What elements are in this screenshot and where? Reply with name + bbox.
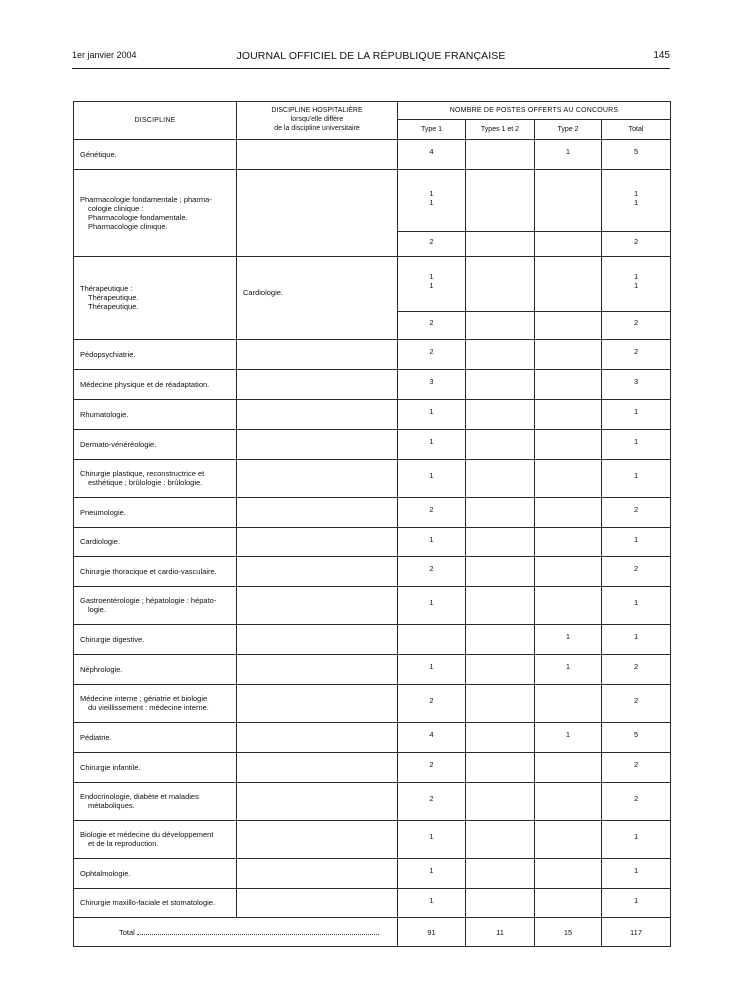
cell-type1: 2 [398,753,466,783]
cell-total: 1 [602,889,671,918]
row-discipline-endocrinologie [74,783,237,821]
cell-type1: 1 [398,587,466,625]
cell-type1: 1 [398,528,466,557]
row-discipline: Ophtalmologie. [74,859,237,889]
cell-value: 1 [633,272,639,281]
discipline-line: métaboliques. [88,801,135,810]
cell-total: 2 [602,498,671,528]
sub-discipline: Pharmacologie clinique. [88,221,168,231]
cell-type2: 1 [535,655,602,685]
discipline-line: Biologie et médecine du développement [80,830,214,839]
table-row [74,140,671,170]
leader-dots [137,928,379,935]
table-row [74,257,671,312]
sub-discipline: Thérapeutique. [88,302,139,311]
cell-total [602,170,671,232]
cell-type1: 1 [398,655,466,685]
cell-total: 1 [602,859,671,889]
cell-value: 1 [429,272,434,281]
col-header-hospital-discipline [237,102,398,140]
discipline-line: esthétique ; brûlologie : brûlologie. [88,478,203,487]
discipline-line: cologie clinique : [88,203,144,213]
sub-discipline: Pharmacologie fondamentale. [88,212,188,222]
cell-type1: 1 [398,460,466,498]
table-row [74,625,671,655]
total-type1: 91 [398,918,466,947]
row-discipline: Chirurgie infantile. [74,753,237,783]
cell-type2: 1 [535,140,602,170]
total-total: 117 [602,918,671,947]
table-row [74,340,671,370]
table-row [74,430,671,460]
cell-type1: 1 [398,400,466,430]
row-discipline: Pneumologie. [74,498,237,528]
cell-value: 1 [429,281,434,290]
cell-type1 [398,170,466,232]
row-discipline-chirurgie-plastique [74,460,237,498]
col-header-hosp-line3: de la discipline universitaire [274,125,360,132]
discipline-line: Pharmacologie fondamentale ; pharma- [80,194,212,204]
table-row [74,170,671,232]
total-label-cell [74,918,398,947]
cell-type1: 1 [398,430,466,460]
row-discipline: Rhumatologie. [74,400,237,430]
discipline-line: logie. [88,605,106,614]
row-discipline: Néphrologie. [74,655,237,685]
cell-total: 5 [602,723,671,753]
cell-total: 2 [602,655,671,685]
discipline-line: Chirurgie plastique, reconstructrice et [80,469,205,478]
cell-type2: 1 [535,625,602,655]
col-header-nombre-postes: NOMBRE DE POSTES OFFERTS AU CONCOURS [398,102,671,120]
header-journal-title: JOURNAL OFFICIEL DE LA RÉPUBLIQUE FRANÇAISE [236,50,506,62]
row-discipline: Pédopsychiatrie. [74,340,237,370]
table-row [74,723,671,753]
row-discipline-therapeutique [74,257,237,340]
cell-type1: 2 [398,557,466,587]
table-row [74,889,671,918]
row-discipline: Médecine physique et de réadaptation. [74,370,237,400]
row-discipline: Dermato-vénéréologie. [74,430,237,460]
discipline-line: Thérapeutique : [80,284,133,293]
cell-type1: 2 [398,498,466,528]
header-page-number: 145 [653,50,670,61]
cell-type1 [398,257,466,312]
table-row [74,400,671,430]
col-header-total: Total [602,120,671,140]
cell-total: 2 [602,340,671,370]
table-row [74,587,671,625]
cell-total: 1 [602,430,671,460]
cell-total: 1 [602,821,671,859]
discipline-line: Gastroentérologie ; hépatologie : hépato- [80,596,217,605]
cell-type1-subtotal: 2 [398,232,466,257]
table-row [74,557,671,587]
cell-value: 1 [429,188,434,198]
cell-type1: 2 [398,340,466,370]
cell-type1: 2 [398,783,466,821]
posts-table [73,101,671,947]
table-row [74,498,671,528]
cell-total: 1 [602,587,671,625]
cell-value: 1 [633,281,639,290]
cell-total: 2 [602,685,671,723]
col-header-hosp-line1: DISCIPLINE HOSPITALIÈRE [271,107,363,114]
cell-value: 1 [633,188,639,198]
col-header-discipline: DISCIPLINE [74,102,237,140]
cell-total: 5 [602,140,671,170]
cell-total: 3 [602,370,671,400]
cell-type1: 1 [398,859,466,889]
cell-type1: 1 [398,889,466,918]
cell-total [602,257,671,312]
cell-value: 1 [633,197,639,207]
row-discipline: Cardiologie. [74,528,237,557]
row-discipline: Génétique. [74,140,237,170]
row-discipline-gastroenterologie [74,587,237,625]
col-header-types12: Types 1 et 2 [466,120,535,140]
cell-total: 1 [602,460,671,498]
col-header-type2: Type 2 [535,120,602,140]
cell-type2: 1 [535,723,602,753]
col-header-hosp-line2: lorsqu'elle diffère [290,116,344,123]
discipline-line: et de la reproduction. [88,839,159,848]
discipline-line: du vieillissement : médecine interne. [88,703,209,712]
table-row [74,783,671,821]
row-discipline: Chirurgie maxillo-faciale et stomatologie. [74,889,237,918]
row-discipline: Chirurgie digestive. [74,625,237,655]
col-header-type1: Type 1 [398,120,466,140]
cell-total: 1 [602,400,671,430]
cell-type1: 4 [398,140,466,170]
header-date: 1er janvier 2004 [72,50,137,60]
cell-total: 2 [602,557,671,587]
header-rule [72,68,670,69]
total-types12: 11 [466,918,535,947]
discipline-line: Endocrinologie, diabète et maladies [80,792,199,801]
total-label: Total [119,927,135,937]
table-row [74,821,671,859]
cell-value: 1 [429,197,434,207]
cell-type1: 2 [398,685,466,723]
row-discipline-medecine-interne [74,685,237,723]
sub-discipline: Thérapeutique. [88,293,139,302]
row-hosp-discipline: Cardiologie. [237,257,398,340]
table-row [74,859,671,889]
cell-type1: 4 [398,723,466,753]
row-discipline-pharmacologie [74,170,237,257]
cell-total: 2 [602,783,671,821]
total-type2: 15 [535,918,602,947]
table-row [74,753,671,783]
cell-type1: 1 [398,821,466,859]
table-row [74,655,671,685]
table-row [74,685,671,723]
row-discipline-biologie-medecine [74,821,237,859]
cell-type1: 3 [398,370,466,400]
table-row-total [74,918,671,947]
cell-total: 2 [602,753,671,783]
cell-total: 1 [602,625,671,655]
cell-type1-subtotal: 2 [398,312,466,340]
table-row [74,370,671,400]
cell-total: 1 [602,528,671,557]
cell-total-subtotal: 2 [602,312,671,340]
table-row [74,528,671,557]
row-discipline: Pédiatrie. [74,723,237,753]
table-row [74,460,671,498]
row-discipline: Chirurgie thoracique et cardio-vasculaire. [74,557,237,587]
discipline-line: Médecine interne ; gériatrie et biologie [80,694,208,703]
cell-total-subtotal: 2 [602,232,671,257]
page-header [72,50,670,64]
